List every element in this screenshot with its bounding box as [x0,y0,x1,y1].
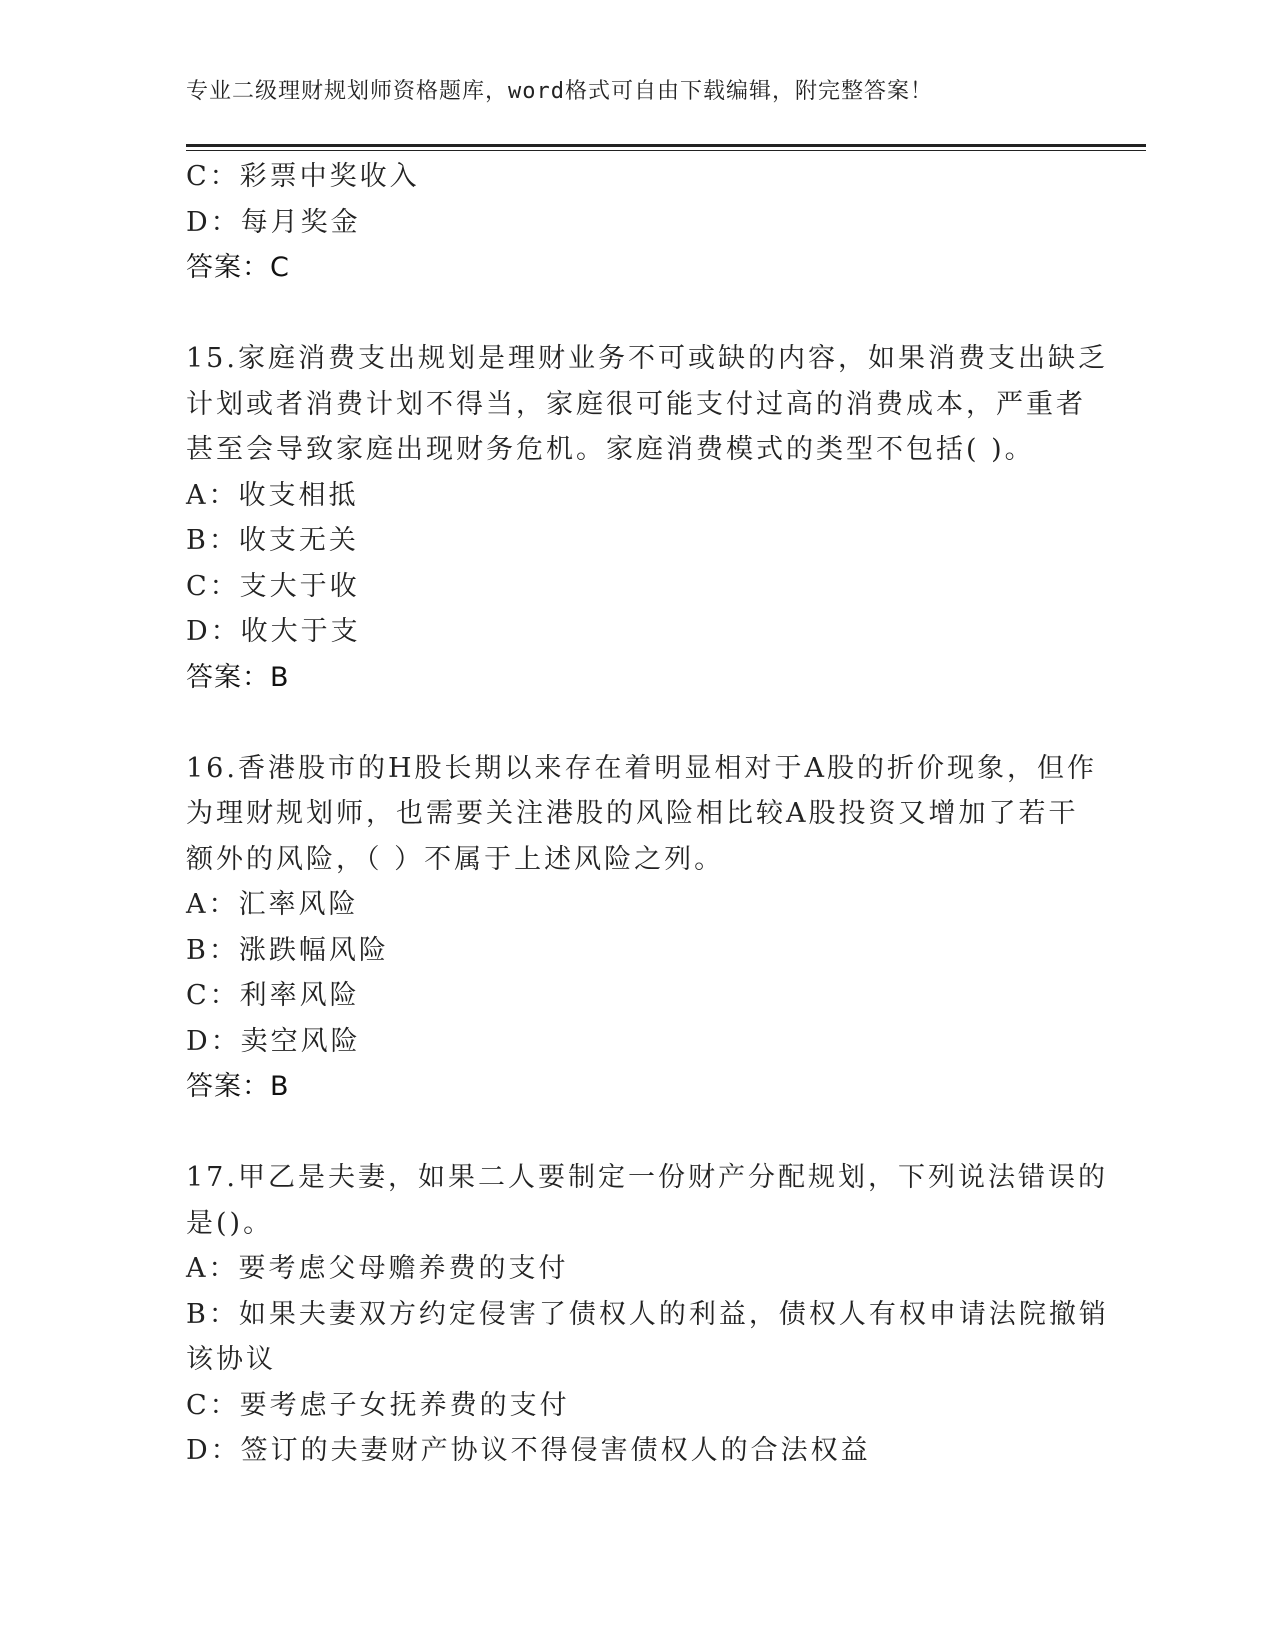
option-line: A：要考虑父母赡养费的支付 [186,1253,569,1284]
option-line: B：收支无关 [186,525,359,556]
option-line: D：收大于支 [186,616,361,647]
question-text-line: 额外的风险，（ ）不属于上述风险之列。 [186,843,725,875]
question-text-line: 17.甲乙是夫妻，如果二人要制定一份财产分配规划，下列说法错误的 [186,1162,1108,1193]
answer-line: 答案：B [186,1071,290,1102]
option-line: D：签订的夫妻财产协议不得侵害债权人的合法权益 [186,1435,871,1466]
page-header: 专业二级理财规划师资格题库，word格式可自由下载编辑，附完整答案！ [186,79,933,104]
question-text-line: 16.香港股市的H股长期以来存在着明显相对于A股的折价现象，但作 [186,752,1097,784]
question-block-15 [186,336,1108,700]
question-content [186,154,1109,1474]
header-rule-thin [186,150,1146,151]
answer-line: 答案：C [186,252,290,283]
option-line: A：汇率风险 [186,889,359,920]
option-line: C：支大于收 [186,570,360,602]
option-line: D：卖空风险 [186,1025,361,1057]
option-line: 该协议 [186,1344,276,1375]
option-line: C：彩票中奖收入 [186,161,420,192]
question-text-line: 是()。 [186,1207,274,1239]
option-line: D：每月奖金 [186,206,361,238]
question-text-line: 15.家庭消费支出规划是理财业务不可或缺的内容，如果消费支出缺乏 [186,343,1108,374]
question-text-line: 甚至会导致家庭出现财务危机。家庭消费模式的类型不包括( )。 [186,434,1035,465]
option-line: C：利率风险 [186,980,360,1011]
question-block-17 [186,1155,1109,1474]
question-block-16 [186,746,1097,1110]
header-rule-thick [186,144,1146,147]
option-line: A：收支相抵 [186,479,359,511]
option-line: B：涨跌幅风险 [186,934,389,966]
question-text-line: 为理财规划师，也需要关注港股的风险相比较A股投资又增加了若干 [186,798,1079,829]
question-text-line: 计划或者消费计划不得当，家庭很可能支付过高的消费成本，严重者 [186,388,1086,420]
option-line: C：要考虑子女抚养费的支付 [186,1389,570,1421]
option-line: B：如果夫妻双方约定侵害了债权人的利益，债权人有权申请法院撤销 [186,1298,1109,1330]
answer-line: 答案：B [186,661,290,693]
